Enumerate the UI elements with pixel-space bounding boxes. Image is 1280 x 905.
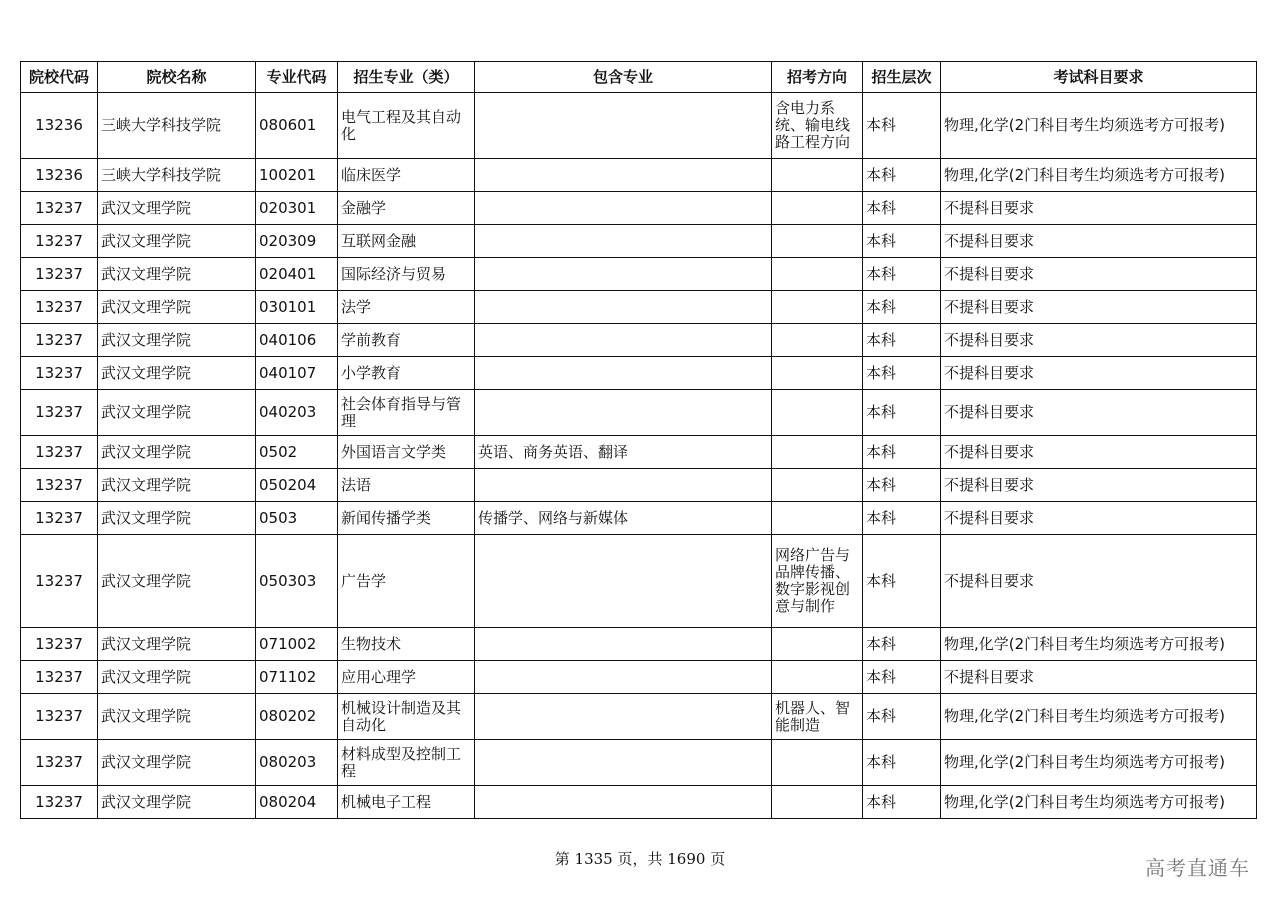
level-cell: 本科 <box>863 436 941 469</box>
school-name-cell: 武汉文理学院 <box>98 786 256 819</box>
table-row <box>21 628 1257 661</box>
school-code-cell: 13237 <box>21 192 98 225</box>
school-name-cell: 武汉文理学院 <box>98 192 256 225</box>
included-majors-cell <box>475 469 772 502</box>
direction-cell <box>772 324 863 357</box>
header-major-code: 专业代码 <box>256 62 338 93</box>
major-cell: 新闻传播学类 <box>338 502 475 535</box>
direction-cell <box>772 159 863 192</box>
table-row <box>21 357 1257 390</box>
school-name-cell: 武汉文理学院 <box>98 436 256 469</box>
direction-cell <box>772 225 863 258</box>
included-majors-cell <box>475 694 772 740</box>
major-code-cell: 020401 <box>256 258 338 291</box>
admissions-table <box>20 61 1257 819</box>
level-cell: 本科 <box>863 502 941 535</box>
subject-requirement-cell: 不提科目要求 <box>941 502 1257 535</box>
subject-requirement-cell: 物理,化学(2门科目考生均须选考方可报考) <box>941 159 1257 192</box>
major-cell: 临床医学 <box>338 159 475 192</box>
table-row <box>21 786 1257 819</box>
major-cell: 法语 <box>338 469 475 502</box>
school-code-cell: 13237 <box>21 628 98 661</box>
page-footer: 第 1335 页，共 1690 页 <box>554 850 726 868</box>
subject-requirement-cell: 物理,化学(2门科目考生均须选考方可报考) <box>941 628 1257 661</box>
major-code-cell: 050303 <box>256 535 338 628</box>
table-row <box>21 694 1257 740</box>
major-code-cell: 071102 <box>256 661 338 694</box>
included-majors-cell <box>475 324 772 357</box>
subject-requirement-cell: 物理,化学(2门科目考生均须选考方可报考) <box>941 93 1257 159</box>
major-cell: 国际经济与贸易 <box>338 258 475 291</box>
subject-requirement-cell: 不提科目要求 <box>941 535 1257 628</box>
watermark: 高考直通车 <box>1145 856 1250 880</box>
level-cell: 本科 <box>863 192 941 225</box>
table-row <box>21 502 1257 535</box>
subject-requirement-cell: 物理,化学(2门科目考生均须选考方可报考) <box>941 786 1257 819</box>
level-cell: 本科 <box>863 535 941 628</box>
table-header-row <box>21 62 1257 93</box>
table-row <box>21 740 1257 786</box>
major-cell: 电气工程及其自动化 <box>338 93 475 159</box>
direction-cell <box>772 258 863 291</box>
school-name-cell: 武汉文理学院 <box>98 535 256 628</box>
major-code-cell: 050204 <box>256 469 338 502</box>
direction-cell <box>772 661 863 694</box>
direction-cell <box>772 357 863 390</box>
school-name-cell: 三峡大学科技学院 <box>98 93 256 159</box>
major-code-cell: 030101 <box>256 291 338 324</box>
table-row <box>21 258 1257 291</box>
included-majors-cell: 英语、商务英语、翻译 <box>475 436 772 469</box>
header-level: 招生层次 <box>863 62 941 93</box>
direction-cell <box>772 628 863 661</box>
major-code-cell: 0502 <box>256 436 338 469</box>
subject-requirement-cell: 不提科目要求 <box>941 192 1257 225</box>
included-majors-cell <box>475 192 772 225</box>
table-row <box>21 390 1257 436</box>
school-code-cell: 13237 <box>21 357 98 390</box>
included-majors-cell <box>475 357 772 390</box>
table-row <box>21 324 1257 357</box>
level-cell: 本科 <box>863 661 941 694</box>
major-cell: 机械设计制造及其自动化 <box>338 694 475 740</box>
major-cell: 社会体育指导与管理 <box>338 390 475 436</box>
subject-requirement-cell: 不提科目要求 <box>941 291 1257 324</box>
subject-requirement-cell: 不提科目要求 <box>941 390 1257 436</box>
header-subject-requirement: 考试科目要求 <box>941 62 1257 93</box>
subject-requirement-cell: 不提科目要求 <box>941 436 1257 469</box>
level-cell: 本科 <box>863 291 941 324</box>
direction-cell <box>772 502 863 535</box>
included-majors-cell <box>475 786 772 819</box>
major-cell: 材料成型及控制工程 <box>338 740 475 786</box>
table-row <box>21 93 1257 159</box>
header-school-code: 院校代码 <box>21 62 98 93</box>
subject-requirement-cell: 不提科目要求 <box>941 469 1257 502</box>
table-row <box>21 469 1257 502</box>
school-name-cell: 武汉文理学院 <box>98 291 256 324</box>
direction-cell <box>772 436 863 469</box>
school-code-cell: 13236 <box>21 93 98 159</box>
major-code-cell: 080601 <box>256 93 338 159</box>
major-code-cell: 100201 <box>256 159 338 192</box>
subject-requirement-cell: 不提科目要求 <box>941 324 1257 357</box>
direction-cell <box>772 390 863 436</box>
subject-requirement-cell: 不提科目要求 <box>941 225 1257 258</box>
included-majors-cell <box>475 740 772 786</box>
direction-cell: 机器人、智能制造 <box>772 694 863 740</box>
included-majors-cell <box>475 258 772 291</box>
major-code-cell: 040107 <box>256 357 338 390</box>
level-cell: 本科 <box>863 93 941 159</box>
major-code-cell: 040106 <box>256 324 338 357</box>
school-code-cell: 13237 <box>21 324 98 357</box>
major-code-cell: 080204 <box>256 786 338 819</box>
major-cell: 广告学 <box>338 535 475 628</box>
school-code-cell: 13237 <box>21 390 98 436</box>
table-row <box>21 661 1257 694</box>
subject-requirement-cell: 物理,化学(2门科目考生均须选考方可报考) <box>941 694 1257 740</box>
included-majors-cell <box>475 93 772 159</box>
major-code-cell: 020309 <box>256 225 338 258</box>
direction-cell <box>772 740 863 786</box>
major-code-cell: 0503 <box>256 502 338 535</box>
school-name-cell: 三峡大学科技学院 <box>98 159 256 192</box>
included-majors-cell <box>475 159 772 192</box>
major-code-cell: 080203 <box>256 740 338 786</box>
table-row <box>21 159 1257 192</box>
level-cell: 本科 <box>863 357 941 390</box>
school-name-cell: 武汉文理学院 <box>98 661 256 694</box>
school-name-cell: 武汉文理学院 <box>98 225 256 258</box>
level-cell: 本科 <box>863 694 941 740</box>
school-code-cell: 13237 <box>21 291 98 324</box>
header-school-name: 院校名称 <box>98 62 256 93</box>
included-majors-cell <box>475 291 772 324</box>
school-name-cell: 武汉文理学院 <box>98 502 256 535</box>
direction-cell <box>772 469 863 502</box>
major-cell: 应用心理学 <box>338 661 475 694</box>
direction-cell <box>772 786 863 819</box>
level-cell: 本科 <box>863 159 941 192</box>
header-included-majors: 包含专业 <box>475 62 772 93</box>
school-name-cell: 武汉文理学院 <box>98 694 256 740</box>
major-cell: 小学教育 <box>338 357 475 390</box>
included-majors-cell <box>475 390 772 436</box>
school-name-cell: 武汉文理学院 <box>98 628 256 661</box>
school-name-cell: 武汉文理学院 <box>98 357 256 390</box>
header-major: 招生专业（类） <box>338 62 475 93</box>
table-row <box>21 535 1257 628</box>
table-body <box>21 93 1257 819</box>
major-code-cell: 020301 <box>256 192 338 225</box>
table-row <box>21 291 1257 324</box>
school-name-cell: 武汉文理学院 <box>98 740 256 786</box>
school-code-cell: 13236 <box>21 159 98 192</box>
major-cell: 外国语言文学类 <box>338 436 475 469</box>
table-row <box>21 192 1257 225</box>
major-cell: 学前教育 <box>338 324 475 357</box>
major-code-cell: 040203 <box>256 390 338 436</box>
level-cell: 本科 <box>863 324 941 357</box>
level-cell: 本科 <box>863 628 941 661</box>
school-code-cell: 13237 <box>21 258 98 291</box>
school-code-cell: 13237 <box>21 225 98 258</box>
major-cell: 金融学 <box>338 192 475 225</box>
included-majors-cell <box>475 225 772 258</box>
level-cell: 本科 <box>863 225 941 258</box>
table-row <box>21 225 1257 258</box>
level-cell: 本科 <box>863 740 941 786</box>
major-code-cell: 080202 <box>256 694 338 740</box>
included-majors-cell <box>475 661 772 694</box>
level-cell: 本科 <box>863 469 941 502</box>
included-majors-cell: 传播学、网络与新媒体 <box>475 502 772 535</box>
school-code-cell: 13237 <box>21 694 98 740</box>
school-code-cell: 13237 <box>21 661 98 694</box>
major-cell: 机械电子工程 <box>338 786 475 819</box>
school-code-cell: 13237 <box>21 535 98 628</box>
subject-requirement-cell: 不提科目要求 <box>941 258 1257 291</box>
school-code-cell: 13237 <box>21 786 98 819</box>
school-code-cell: 13237 <box>21 740 98 786</box>
direction-cell: 网络广告与品牌传播、数字影视创意与制作 <box>772 535 863 628</box>
major-cell: 生物技术 <box>338 628 475 661</box>
school-name-cell: 武汉文理学院 <box>98 258 256 291</box>
school-code-cell: 13237 <box>21 502 98 535</box>
subject-requirement-cell: 不提科目要求 <box>941 357 1257 390</box>
direction-cell <box>772 192 863 225</box>
direction-cell <box>772 291 863 324</box>
level-cell: 本科 <box>863 258 941 291</box>
table-row <box>21 436 1257 469</box>
school-code-cell: 13237 <box>21 436 98 469</box>
school-name-cell: 武汉文理学院 <box>98 390 256 436</box>
direction-cell: 含电力系统、输电线路工程方向 <box>772 93 863 159</box>
subject-requirement-cell: 不提科目要求 <box>941 661 1257 694</box>
school-name-cell: 武汉文理学院 <box>98 469 256 502</box>
school-code-cell: 13237 <box>21 469 98 502</box>
level-cell: 本科 <box>863 786 941 819</box>
included-majors-cell <box>475 628 772 661</box>
subject-requirement-cell: 物理,化学(2门科目考生均须选考方可报考) <box>941 740 1257 786</box>
major-cell: 法学 <box>338 291 475 324</box>
major-cell: 互联网金融 <box>338 225 475 258</box>
included-majors-cell <box>475 535 772 628</box>
major-code-cell: 071002 <box>256 628 338 661</box>
header-direction: 招考方向 <box>772 62 863 93</box>
school-name-cell: 武汉文理学院 <box>98 324 256 357</box>
level-cell: 本科 <box>863 390 941 436</box>
